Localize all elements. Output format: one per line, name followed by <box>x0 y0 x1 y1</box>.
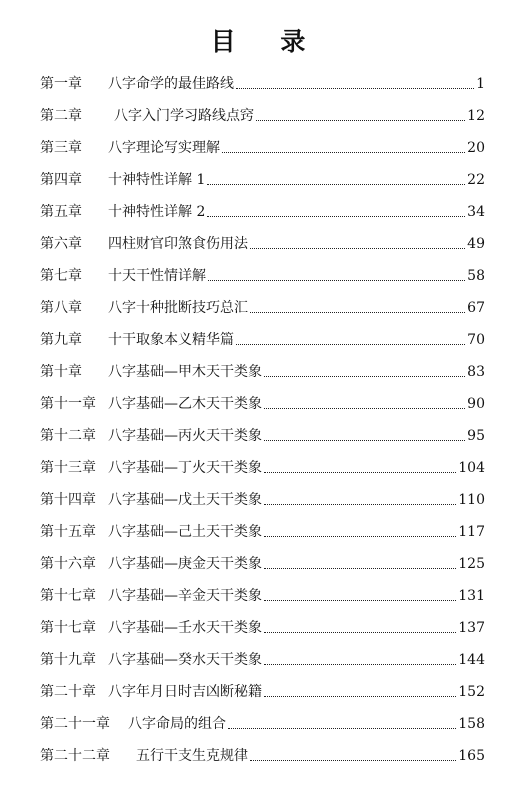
toc-leader-dots <box>264 407 465 409</box>
toc-leader-dots <box>264 631 456 633</box>
toc-entry[interactable] <box>40 92 485 124</box>
toc-chapter-title: 八字命学的最佳路线 <box>108 76 234 92</box>
toc-chapter-label: 第三章 <box>40 140 82 156</box>
toc-leader-dots <box>264 567 456 569</box>
toc-chapter-title: 十神特性详解 2 <box>108 204 206 220</box>
toc-chapter-title: 八字基础—丁火天干类象 <box>108 460 262 476</box>
toc-chapter-title: 十神特性详解 1 <box>108 172 206 188</box>
toc-chapter-label: 第十九章 <box>40 652 96 668</box>
toc-entry[interactable] <box>40 60 485 92</box>
toc-chapter-label: 第十三章 <box>40 460 96 476</box>
toc-page-number: 137 <box>458 620 485 636</box>
toc-leader-dots <box>236 87 474 89</box>
toc-entry[interactable] <box>40 604 485 636</box>
toc-entry[interactable] <box>40 316 485 348</box>
toc-leader-dots <box>207 215 465 217</box>
toc-chapter-title: 八字基础—丙火天干类象 <box>108 428 262 444</box>
toc-page-number: 70 <box>467 332 485 348</box>
toc-chapter-title: 八字基础—庚金天干类象 <box>108 556 262 572</box>
toc-chapter-label: 第一章 <box>40 76 82 92</box>
toc-chapter-label: 第十章 <box>40 364 82 380</box>
toc-chapter-label: 第七章 <box>40 268 82 284</box>
toc-entry[interactable] <box>40 348 485 380</box>
toc-leader-dots <box>208 279 465 281</box>
toc-heading: 目 录 <box>210 27 324 56</box>
toc-leader-dots <box>256 119 465 121</box>
toc-list <box>40 60 485 764</box>
toc-entry[interactable] <box>40 124 485 156</box>
toc-chapter-title: 十干取象本义精华篇 <box>108 332 234 348</box>
toc-page-number: 125 <box>458 556 485 572</box>
toc-chapter-title: 八字十种批断技巧总汇 <box>108 300 248 316</box>
toc-chapter-title: 八字基础—辛金天干类象 <box>108 588 262 604</box>
toc-chapter-title: 八字理论写实理解 <box>108 140 220 156</box>
toc-chapter-label: 第十四章 <box>40 492 96 508</box>
toc-leader-dots <box>236 343 465 345</box>
toc-leader-dots <box>222 151 465 153</box>
toc-leader-dots <box>264 695 456 697</box>
toc-entry[interactable] <box>40 636 485 668</box>
toc-entry[interactable] <box>40 284 485 316</box>
toc-page-number: 110 <box>458 492 485 508</box>
toc-page-number: 34 <box>467 204 485 220</box>
toc-page-number: 158 <box>458 716 485 732</box>
toc-page-number: 1 <box>476 76 485 92</box>
toc-page-number: 20 <box>467 140 485 156</box>
toc-chapter-title: 八字命局的组合 <box>128 716 226 732</box>
toc-chapter-title: 八字年月日时吉凶断秘籍 <box>108 684 262 700</box>
toc-chapter-title: 八字基础—乙木天干类象 <box>108 396 262 412</box>
toc-chapter-label: 第十二章 <box>40 428 96 444</box>
toc-leader-dots <box>264 663 456 665</box>
toc-entry[interactable] <box>40 412 485 444</box>
toc-page-number: 83 <box>467 364 485 380</box>
toc-entry[interactable] <box>40 380 485 412</box>
toc-chapter-label: 第二章 <box>40 108 82 124</box>
toc-chapter-label: 第六章 <box>40 236 82 252</box>
toc-page-number: 49 <box>467 236 485 252</box>
toc-leader-dots <box>250 759 456 761</box>
toc-chapter-label: 第四章 <box>40 172 82 188</box>
toc-leader-dots <box>250 311 465 313</box>
toc-chapter-label: 第二十章 <box>40 684 96 700</box>
toc-chapter-label: 第十五章 <box>40 524 96 540</box>
toc-entry[interactable] <box>40 156 485 188</box>
toc-chapter-label: 第十六章 <box>40 556 96 572</box>
toc-chapter-title: 八字基础—壬水天干类象 <box>108 620 262 636</box>
toc-chapter-label: 第十七章 <box>40 588 96 604</box>
toc-entry[interactable] <box>40 700 485 732</box>
toc-leader-dots <box>207 183 465 185</box>
toc-chapter-label: 第八章 <box>40 300 82 316</box>
toc-page-number: 165 <box>458 748 485 764</box>
toc-entry[interactable] <box>40 572 485 604</box>
toc-chapter-title: 八字入门学习路线点窍 <box>114 108 254 124</box>
toc-entry[interactable] <box>40 540 485 572</box>
toc-leader-dots <box>264 503 456 505</box>
toc-chapter-title: 八字基础—戊土天干类象 <box>108 492 262 508</box>
toc-leader-dots <box>250 247 465 249</box>
toc-leader-dots <box>264 535 456 537</box>
toc-leader-dots <box>264 439 465 441</box>
toc-chapter-title: 八字基础—己土天干类象 <box>108 524 262 540</box>
toc-page-number: 90 <box>467 396 485 412</box>
toc-chapter-label: 第二十一章 <box>40 716 110 732</box>
toc-chapter-label: 第十七章 <box>40 620 96 636</box>
toc-page-number: 58 <box>467 268 485 284</box>
toc-chapter-title: 五行干支生克规律 <box>136 748 248 764</box>
toc-page-number: 67 <box>467 300 485 316</box>
toc-chapter-title: 十天干性情详解 <box>108 268 206 284</box>
toc-leader-dots <box>264 599 456 601</box>
toc-page-number: 12 <box>467 108 485 124</box>
toc-chapter-title: 八字基础—癸水天干类象 <box>108 652 262 668</box>
toc-chapter-label: 第五章 <box>40 204 82 220</box>
toc-chapter-label: 第九章 <box>40 332 82 348</box>
toc-entry[interactable] <box>40 732 485 764</box>
toc-page-number: 152 <box>458 684 485 700</box>
toc-entry[interactable] <box>40 188 485 220</box>
toc-chapter-title: 八字基础—甲木天干类象 <box>108 364 262 380</box>
toc-page-number: 95 <box>467 428 485 444</box>
toc-page-number: 144 <box>458 652 485 668</box>
toc-chapter-label: 第二十二章 <box>40 748 110 764</box>
toc-entry[interactable] <box>40 220 485 252</box>
toc-entry[interactable] <box>40 252 485 284</box>
toc-entry[interactable] <box>40 444 485 476</box>
toc-entry[interactable] <box>40 668 485 700</box>
toc-chapter-label: 第十一章 <box>40 396 96 412</box>
toc-page-number: 117 <box>458 524 485 540</box>
toc-page-number: 22 <box>467 172 485 188</box>
toc-page-number: 131 <box>458 588 485 604</box>
toc-leader-dots <box>264 471 456 473</box>
toc-entry[interactable] <box>40 476 485 508</box>
toc-entry[interactable] <box>40 508 485 540</box>
toc-leader-dots <box>264 375 465 377</box>
toc-chapter-title: 四柱财官印煞食伤用法 <box>108 236 248 252</box>
toc-leader-dots <box>228 727 456 729</box>
toc-page-number: 104 <box>458 460 485 476</box>
